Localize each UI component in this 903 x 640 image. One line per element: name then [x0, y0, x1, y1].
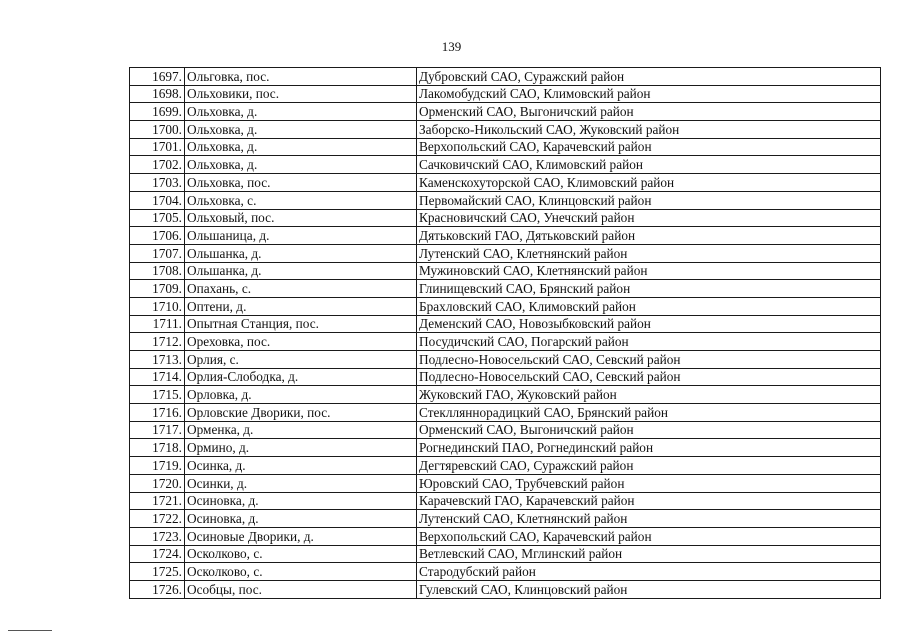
row-number: 1702. — [130, 156, 185, 174]
administration: Юровский САО, Трубчевский район — [417, 474, 881, 492]
table-row — [130, 510, 881, 528]
row-number: 1706. — [130, 227, 185, 245]
table-row — [130, 121, 881, 139]
settlement-name: Ольховики, пос. — [185, 85, 417, 103]
table-row — [130, 156, 881, 174]
settlement-name: Оптени, д. — [185, 297, 417, 315]
administration: Деменский САО, Новозыбковский район — [417, 315, 881, 333]
row-number: 1726. — [130, 580, 185, 598]
settlements-table — [129, 67, 881, 599]
administration: Лутенский САО, Клетнянский район — [417, 510, 881, 528]
settlements-table-body — [130, 68, 881, 599]
settlement-name: Ольховка, д. — [185, 121, 417, 139]
table-row — [130, 439, 881, 457]
settlement-name: Ормино, д. — [185, 439, 417, 457]
administration: Мужиновский САО, Клетнянский район — [417, 262, 881, 280]
administration: Глинищевский САО, Брянский район — [417, 280, 881, 298]
settlement-name: Ольховка, д. — [185, 138, 417, 156]
table-row — [130, 457, 881, 475]
table-row — [130, 474, 881, 492]
row-number: 1722. — [130, 510, 185, 528]
row-number: 1701. — [130, 138, 185, 156]
row-number: 1705. — [130, 209, 185, 227]
table-row — [130, 563, 881, 581]
administration: Лутенский САО, Клетнянский район — [417, 244, 881, 262]
table-row — [130, 545, 881, 563]
settlement-name: Орловские Дворики, пос. — [185, 404, 417, 422]
row-number: 1697. — [130, 68, 185, 86]
settlement-name: Орловка, д. — [185, 386, 417, 404]
settlement-name: Ольховка, с. — [185, 191, 417, 209]
settlement-name: Опахань, с. — [185, 280, 417, 298]
settlement-name: Осинки, д. — [185, 474, 417, 492]
settlement-name: Осинка, д. — [185, 457, 417, 475]
administration: Верхопольский САО, Карачевский район — [417, 527, 881, 545]
row-number: 1711. — [130, 315, 185, 333]
table-row — [130, 527, 881, 545]
administration: Заборско-Никольский САО, Жуковский район — [417, 121, 881, 139]
administration: Каменскохуторской САО, Климовский район — [417, 174, 881, 192]
settlement-name: Ольшаница, д. — [185, 227, 417, 245]
settlement-name: Ольговка, пос. — [185, 68, 417, 86]
settlement-name: Орлия, с. — [185, 351, 417, 369]
row-number: 1707. — [130, 244, 185, 262]
settlement-name: Ольшанка, д. — [185, 244, 417, 262]
administration: Рогнединский ПАО, Рогнединский район — [417, 439, 881, 457]
table-row — [130, 315, 881, 333]
table-row — [130, 368, 881, 386]
table-row — [130, 280, 881, 298]
administration: Брахловский САО, Климовский район — [417, 297, 881, 315]
settlement-name: Орменка, д. — [185, 421, 417, 439]
table-row — [130, 386, 881, 404]
table-row — [130, 262, 881, 280]
administration: Лакомобудский САО, Климовский район — [417, 85, 881, 103]
administration: Ветлевский САО, Мглинский район — [417, 545, 881, 563]
administration: Посудичский САО, Погарский район — [417, 333, 881, 351]
administration: Подлесно-Новосельский САО, Севский район — [417, 368, 881, 386]
table-row — [130, 333, 881, 351]
row-number: 1719. — [130, 457, 185, 475]
settlement-name: Осиновка, д. — [185, 510, 417, 528]
administration: Карачевский ГАО, Карачевский район — [417, 492, 881, 510]
row-number: 1724. — [130, 545, 185, 563]
row-number: 1716. — [130, 404, 185, 422]
settlement-name: Особцы, пос. — [185, 580, 417, 598]
table-row — [130, 404, 881, 422]
scan-edge-mark — [8, 630, 52, 631]
table-row — [130, 580, 881, 598]
settlement-name: Опытная Станция, пос. — [185, 315, 417, 333]
row-number: 1710. — [130, 297, 185, 315]
row-number: 1715. — [130, 386, 185, 404]
row-number: 1708. — [130, 262, 185, 280]
row-number: 1723. — [130, 527, 185, 545]
row-number: 1712. — [130, 333, 185, 351]
table-row — [130, 85, 881, 103]
administration: Гулевский САО, Клинцовский район — [417, 580, 881, 598]
administration: Орменский САО, Выгоничский район — [417, 421, 881, 439]
administration: Красновичский САО, Унечский район — [417, 209, 881, 227]
row-number: 1714. — [130, 368, 185, 386]
table-row — [130, 227, 881, 245]
table-row — [130, 421, 881, 439]
settlement-name: Осиновка, д. — [185, 492, 417, 510]
table-row — [130, 492, 881, 510]
row-number: 1703. — [130, 174, 185, 192]
administration: Жуковский ГАО, Жуковский район — [417, 386, 881, 404]
row-number: 1717. — [130, 421, 185, 439]
settlement-name: Ольховка, д. — [185, 103, 417, 121]
administration: Дегтяревский САО, Суражский район — [417, 457, 881, 475]
table-row — [130, 351, 881, 369]
table-row — [130, 138, 881, 156]
row-number: 1704. — [130, 191, 185, 209]
table-row — [130, 244, 881, 262]
row-number: 1725. — [130, 563, 185, 581]
administration: Стеклляннорадицкий САО, Брянский район — [417, 404, 881, 422]
administration: Первомайский САО, Клинцовский район — [417, 191, 881, 209]
table-row — [130, 103, 881, 121]
table-row — [130, 174, 881, 192]
row-number: 1720. — [130, 474, 185, 492]
row-number: 1713. — [130, 351, 185, 369]
row-number: 1698. — [130, 85, 185, 103]
table-row — [130, 68, 881, 86]
settlement-name: Орлия-Слободка, д. — [185, 368, 417, 386]
table-row — [130, 191, 881, 209]
administration: Подлесно-Новосельский САО, Севский район — [417, 351, 881, 369]
settlement-name: Осколково, с. — [185, 563, 417, 581]
administration: Дубровский САО, Суражский район — [417, 68, 881, 86]
settlement-name: Ольшанка, д. — [185, 262, 417, 280]
administration: Стародубский район — [417, 563, 881, 581]
row-number: 1700. — [130, 121, 185, 139]
settlement-name: Ольховка, пос. — [185, 174, 417, 192]
settlement-name: Осколково, с. — [185, 545, 417, 563]
administration: Сачковичский САО, Климовский район — [417, 156, 881, 174]
row-number: 1699. — [130, 103, 185, 121]
settlement-name: Ольховка, д. — [185, 156, 417, 174]
administration: Дятьковский ГАО, Дятьковский район — [417, 227, 881, 245]
settlement-name: Осиновые Дворики, д. — [185, 527, 417, 545]
administration: Верхопольский САО, Карачевский район — [417, 138, 881, 156]
table-row — [130, 209, 881, 227]
table-row — [130, 297, 881, 315]
administration: Орменский САО, Выгоничский район — [417, 103, 881, 121]
settlement-name: Ольховый, пос. — [185, 209, 417, 227]
row-number: 1709. — [130, 280, 185, 298]
page-number: 139 — [441, 39, 462, 54]
row-number: 1721. — [130, 492, 185, 510]
row-number: 1718. — [130, 439, 185, 457]
settlement-name: Ореховка, пос. — [185, 333, 417, 351]
